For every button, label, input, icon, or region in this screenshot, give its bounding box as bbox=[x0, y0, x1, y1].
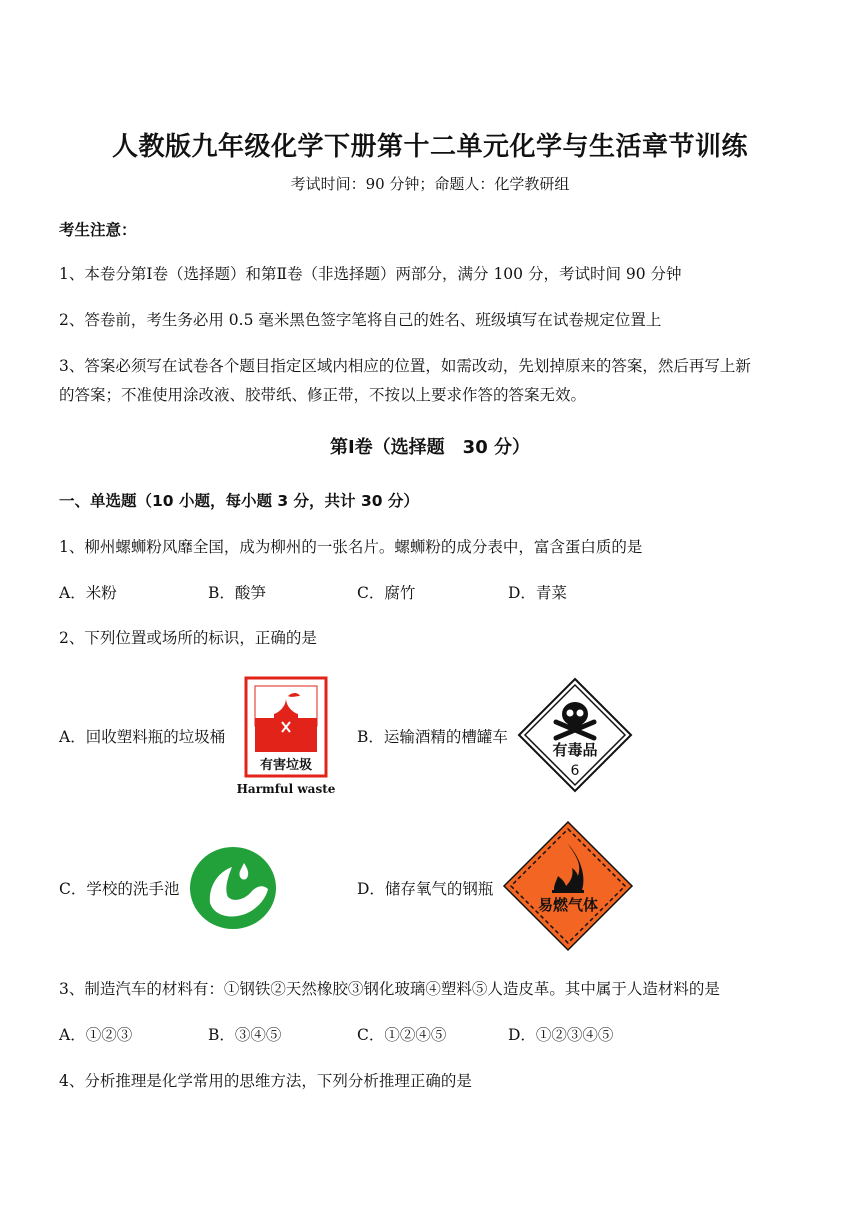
question-4-stem: 4、分析推理是化学常用的思维方法，下列分析推理正确的是 bbox=[59, 1072, 472, 1090]
toxic-sign bbox=[516, 676, 634, 794]
q1-option-a: A．米粉 bbox=[59, 584, 117, 602]
question-3-stem: 3、制造汽车的材料有：①钢铁②天然橡胶③钢化玻璃④塑料⑤人造皮革。其中属于人造材料的是 bbox=[59, 980, 720, 998]
q1-option-b: B．酸笋 bbox=[208, 584, 266, 602]
flammable-label: 易燃气体 bbox=[537, 896, 599, 914]
part-title: 一、单选题（10 小题，每小题 3 分，共计 30 分） bbox=[59, 492, 419, 510]
notice-item-2: 2、答卷前，考生务必用 0.5 毫米黑色签字笔将自己的姓名、班级填写在试卷规定位置上 bbox=[59, 311, 662, 329]
notice-item-3-cont: 的答案；不准使用涂改液、胶带纸、修正带，不按以上要求作答的答案无效。 bbox=[59, 386, 587, 404]
q2-option-a: A．回收塑料瓶的垃圾桶 bbox=[59, 728, 226, 746]
q3-option-b: B．③④⑤ bbox=[208, 1026, 282, 1044]
q2-option-b: B．运输酒精的槽罐车 bbox=[357, 728, 508, 746]
harmful-waste-icon bbox=[236, 676, 336, 800]
q3-option-a: A．①②③ bbox=[59, 1026, 133, 1044]
skull-crossbones-icon bbox=[516, 676, 634, 794]
q1-option-d: D．青菜 bbox=[508, 584, 567, 602]
flame-icon bbox=[502, 820, 634, 952]
harmful-waste-english: Harmful waste bbox=[236, 782, 336, 796]
q1-option-c: C．腐竹 bbox=[357, 584, 416, 602]
harmful-waste-label: 有害垃圾 bbox=[259, 758, 313, 773]
q3-option-c: C．①②④⑤ bbox=[357, 1026, 447, 1044]
section-title: 第Ⅰ卷（选择题 30 分） bbox=[329, 437, 530, 458]
q2-option-d: D．储存氧气的钢瓶 bbox=[357, 880, 494, 898]
question-2-stem: 2、下列位置或场所的标识，正确的是 bbox=[59, 629, 317, 647]
harmful-waste-sign bbox=[236, 676, 336, 800]
flammable-gas-sign bbox=[502, 820, 634, 952]
exam-info: 考试时间：90 分钟；命题人：化学教研组 bbox=[290, 175, 570, 193]
toxic-label: 有毒品 bbox=[552, 741, 598, 759]
page-title: 人教版九年级化学下册第十二单元化学与生活章节训练 bbox=[111, 132, 748, 162]
notice-heading: 考生注意： bbox=[59, 221, 137, 239]
notice-item-3: 3、答案必须写在试卷各个题目指定区域内相应的位置，如需改动，先划掉原来的答案，然后再写上新 bbox=[59, 357, 751, 375]
water-saving-sign bbox=[188, 845, 278, 931]
notice-item-1: 1、本卷分第Ⅰ卷（选择题）和第Ⅱ卷（非选择题）两部分，满分 100 分，考试时间 90 分钟 bbox=[59, 265, 682, 283]
question-1-stem: 1、柳州螺蛳粉风靡全国，成为柳州的一张名片。螺蛳粉的成分表中，富含蛋白质的是 bbox=[59, 538, 643, 556]
q3-option-d: D．①②③④⑤ bbox=[508, 1026, 614, 1044]
water-drop-icon bbox=[188, 845, 278, 931]
toxic-class-number: 6 bbox=[570, 763, 580, 779]
q2-option-c: C．学校的洗手池 bbox=[59, 880, 180, 898]
